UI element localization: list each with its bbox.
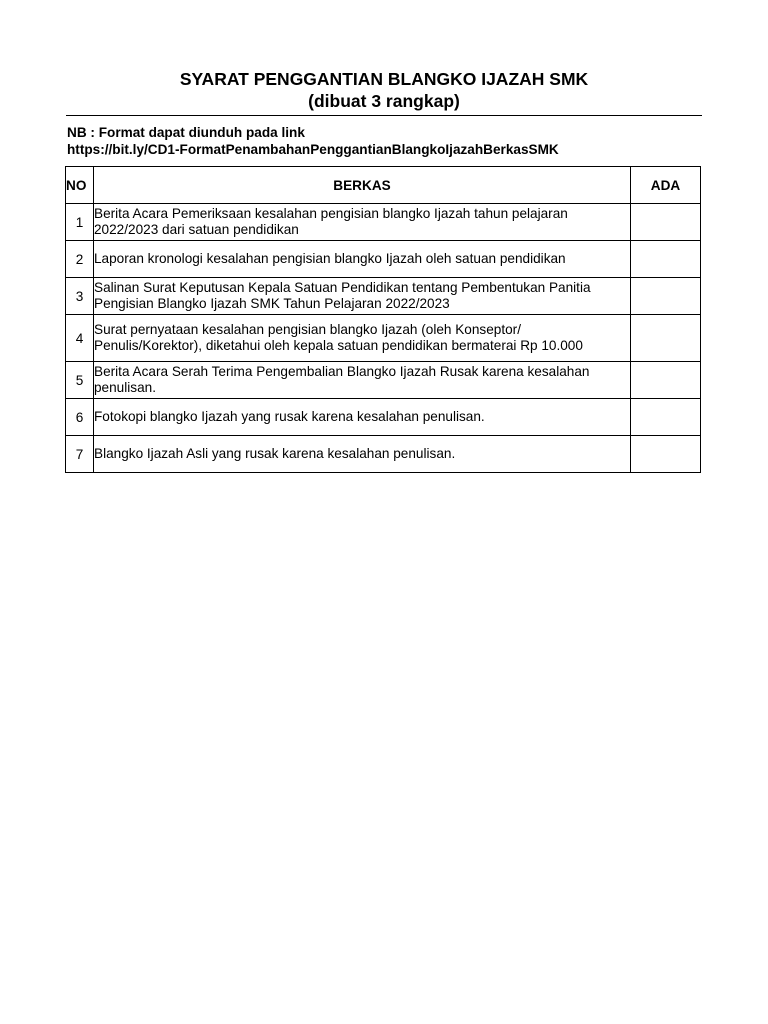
row-check-cell[interactable] <box>631 241 701 278</box>
row-number: 2 <box>66 241 94 278</box>
row-check-cell[interactable] <box>631 362 701 399</box>
row-number: 7 <box>66 436 94 473</box>
table-row <box>66 315 701 362</box>
row-document: Surat pernyataan kesalahan pengisian blangko Ijazah (oleh Konseptor/ Penulis/Korektor), diketahui oleh kepala satuan pendidikan bermaterai Rp 10.000 <box>94 315 631 362</box>
table-header-row <box>66 167 701 204</box>
row-check-cell[interactable] <box>631 315 701 362</box>
note-link[interactable]: https://bit.ly/CD1-FormatPenambahanPenggantianBlangkoIjazahBerkasSMK <box>67 142 559 157</box>
document-header <box>66 68 702 112</box>
row-document: Blangko Ijazah Asli yang rusak karena kesalahan penulisan. <box>94 436 631 473</box>
row-number: 5 <box>66 362 94 399</box>
row-check-cell[interactable] <box>631 436 701 473</box>
note-text: NB : Format dapat diunduh pada link <box>67 125 305 140</box>
row-number: 6 <box>66 399 94 436</box>
header-berkas: BERKAS <box>94 167 631 204</box>
row-document: Berita Acara Pemeriksaan kesalahan pengisian blangko Ijazah tahun pelajaran 2022/2023 dari satuan pendidikan <box>94 204 631 241</box>
table-row <box>66 399 701 436</box>
row-check-cell[interactable] <box>631 278 701 315</box>
row-check-cell[interactable] <box>631 399 701 436</box>
table-row <box>66 204 701 241</box>
table-row <box>66 436 701 473</box>
row-number: 1 <box>66 204 94 241</box>
title-divider <box>66 115 702 116</box>
page-title: SYARAT PENGGANTIAN BLANGKO IJAZAH SMK <box>179 69 589 89</box>
row-document: Fotokopi blangko Ijazah yang rusak karena kesalahan penulisan. <box>94 399 631 436</box>
download-note <box>67 124 707 158</box>
row-number: 4 <box>66 315 94 362</box>
page-subtitle: (dibuat 3 rangkap) <box>308 91 460 111</box>
row-document: Berita Acara Serah Terima Pengembalian Blangko Ijazah Rusak karena kesalahan penulisan. <box>94 362 631 399</box>
requirements-table <box>65 166 701 473</box>
row-document: Salinan Surat Keputusan Kepala Satuan Pendidikan tentang Pembentukan Panitia Pengisian Blangko Ijazah SMK Tahun Pelajaran 2022/2023 <box>94 278 631 315</box>
row-check-cell[interactable] <box>631 204 701 241</box>
header-no: NO <box>66 167 94 204</box>
row-document: Laporan kronologi kesalahan pengisian blangko Ijazah oleh satuan pendidikan <box>94 241 631 278</box>
row-number: 3 <box>66 278 94 315</box>
table-row <box>66 241 701 278</box>
table-row <box>66 362 701 399</box>
table-row <box>66 278 701 315</box>
header-ada: ADA <box>631 167 701 204</box>
